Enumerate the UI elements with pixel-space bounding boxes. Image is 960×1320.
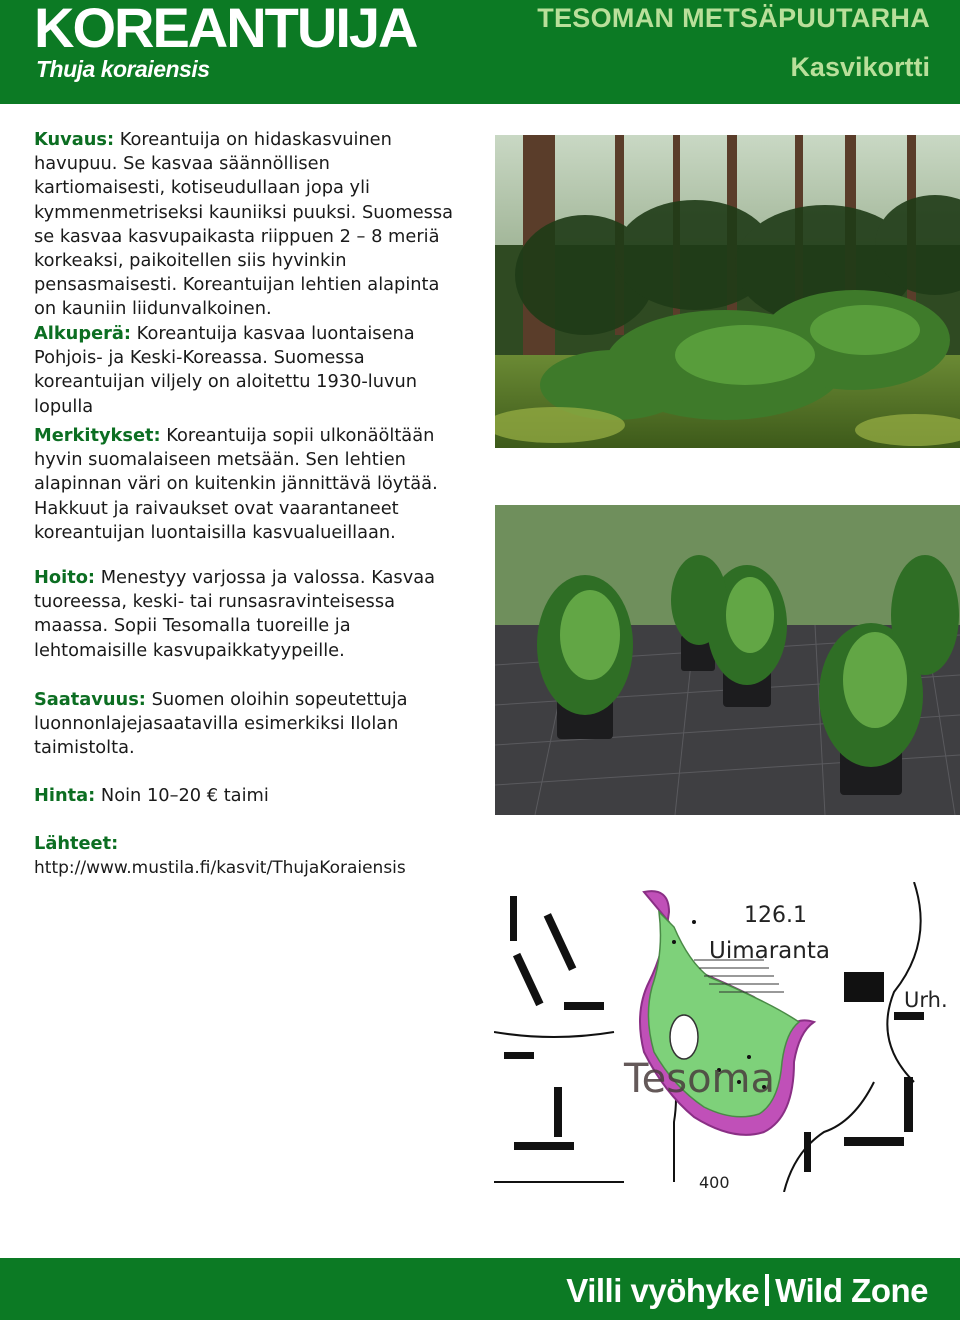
seedlings-photo [495, 505, 960, 815]
availability-label: Saatavuus: [34, 689, 146, 710]
map-area-label: Tesoma [624, 1056, 776, 1102]
description-label: Kuvaus: [34, 129, 115, 150]
sources-section [34, 832, 460, 880]
origin-text: Koreantuija kasvaa luontaisena Pohjois- ja Keski-Koreassa. Suomessa koreantuijan viljely on aloitettu 1930-luvun lopulla [34, 323, 418, 417]
origin-label: Alkuperä: [34, 323, 132, 344]
map-beach-label: Uimaranta [709, 938, 830, 964]
description-section [34, 128, 460, 322]
map-abbr-label: Urh. [904, 988, 948, 1012]
sources-label: Lähteet: [34, 833, 119, 854]
logo-left-text: Villi vyöhyke [566, 1272, 760, 1309]
availability-text: Suomen oloihin sopeutettuja luonnonlajejasaatavilla esimerkiksi Ilolan taimistolta. [34, 689, 408, 759]
card-type: Kasvikortti [790, 52, 930, 82]
map-elevation-label: 126.1 [744, 903, 807, 928]
price-text: Noin 10–20 € taimi [100, 785, 269, 806]
logo-right-text: Wild Zone [775, 1272, 928, 1309]
origin-section [34, 322, 460, 419]
latin-name: Thuja koraiensis [36, 56, 210, 82]
forest-photo [495, 135, 960, 448]
footer-bar [0, 1258, 960, 1320]
price-label: Hinta: [34, 785, 96, 806]
page-title: KOREANTUIJA [34, 0, 417, 59]
price-section [34, 784, 460, 808]
significance-section [34, 424, 460, 545]
significance-label: Merkitykset: [34, 425, 161, 446]
care-section [34, 566, 460, 663]
wild-zone-logo [566, 1272, 928, 1310]
garden-name: TESOMAN METSÄPUUTARHA [537, 3, 930, 33]
logo-divider [765, 1274, 769, 1306]
map-bottom-number: 400 [699, 1173, 730, 1192]
location-map [494, 882, 960, 1192]
care-label: Hoito: [34, 567, 96, 588]
availability-section [34, 688, 460, 761]
care-text: Menestyy varjossa ja valossa. Kasvaa tuoreessa, keski- tai runsasravinteisessa maassa. Sopii Tesomalla tuoreille ja lehtomaisille kasvupaikkatyypeille. [34, 567, 436, 661]
significance-text: Koreantuija sopii ulkonäöltään hyvin suomalaiseen metsään. Sen lehtien alapinnan väri on kuitenkin jännittävä löytää. Hakkuut ja raivaukset ovat vaarantaneet koreantuijan luontaisilla kasvualueillaan. [34, 425, 438, 543]
header-bar [0, 0, 960, 104]
source-link[interactable]: http://www.mustila.fi/kasvit/ThujaKoraiensis [34, 858, 406, 879]
description-text: Koreantuija on hidaskasvuinen havupuu. Se kasvaa säännöllisen kartiomaisesti, kotiseudullaan jopa yli kymmenmetriseksi kauniiksi puuksi. Suomessa se kasvaa kasvupaikasta riippuen 2 – 8 meriä korkeaksi, paikoitellen siis hyvinkin pensasmaisesti. Koreantuijan lehtien alapinta on kauniin liidunvalkoinen. [34, 129, 454, 320]
